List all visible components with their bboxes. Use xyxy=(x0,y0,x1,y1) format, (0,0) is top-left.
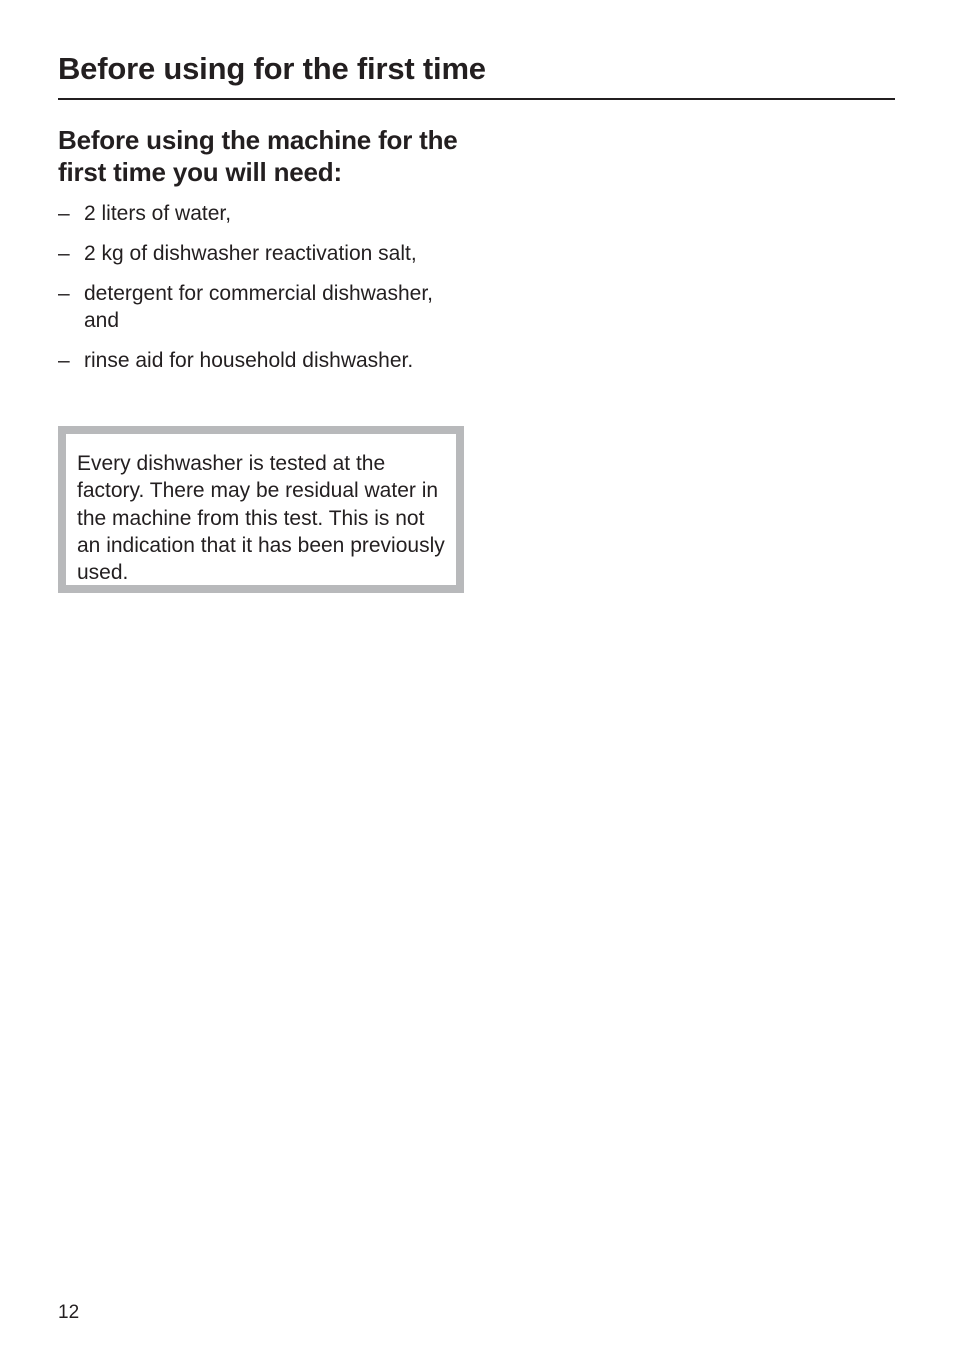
list-item xyxy=(58,240,468,267)
note-box xyxy=(58,426,464,593)
list-item xyxy=(58,200,468,227)
list-item-text: rinse aid for household dishwasher. xyxy=(84,349,414,372)
list-item xyxy=(58,347,468,374)
page-title: Before using for the first time xyxy=(58,51,486,86)
section-heading: Before using the machine for the first time you will need: xyxy=(58,125,458,187)
list-dash: – xyxy=(58,349,70,372)
requirement-list xyxy=(58,200,468,374)
page-header xyxy=(58,48,895,100)
list-item xyxy=(58,280,468,334)
list-dash: – xyxy=(58,282,70,305)
list-item-text: detergent for commercial dishwasher, and xyxy=(84,282,433,332)
list-item-text: 2 liters of water, xyxy=(84,202,232,225)
requirements-section xyxy=(58,124,468,387)
list-dash: – xyxy=(58,242,70,265)
note-text: Every dishwasher is tested at the factory. There may be residual water in the machine from this test. This is not an indication that it has been previously used. xyxy=(77,452,445,585)
list-dash: – xyxy=(58,202,70,225)
page-number: 12 xyxy=(58,1302,80,1323)
list-item-text: 2 kg of dishwasher reactivation salt, xyxy=(84,242,417,265)
